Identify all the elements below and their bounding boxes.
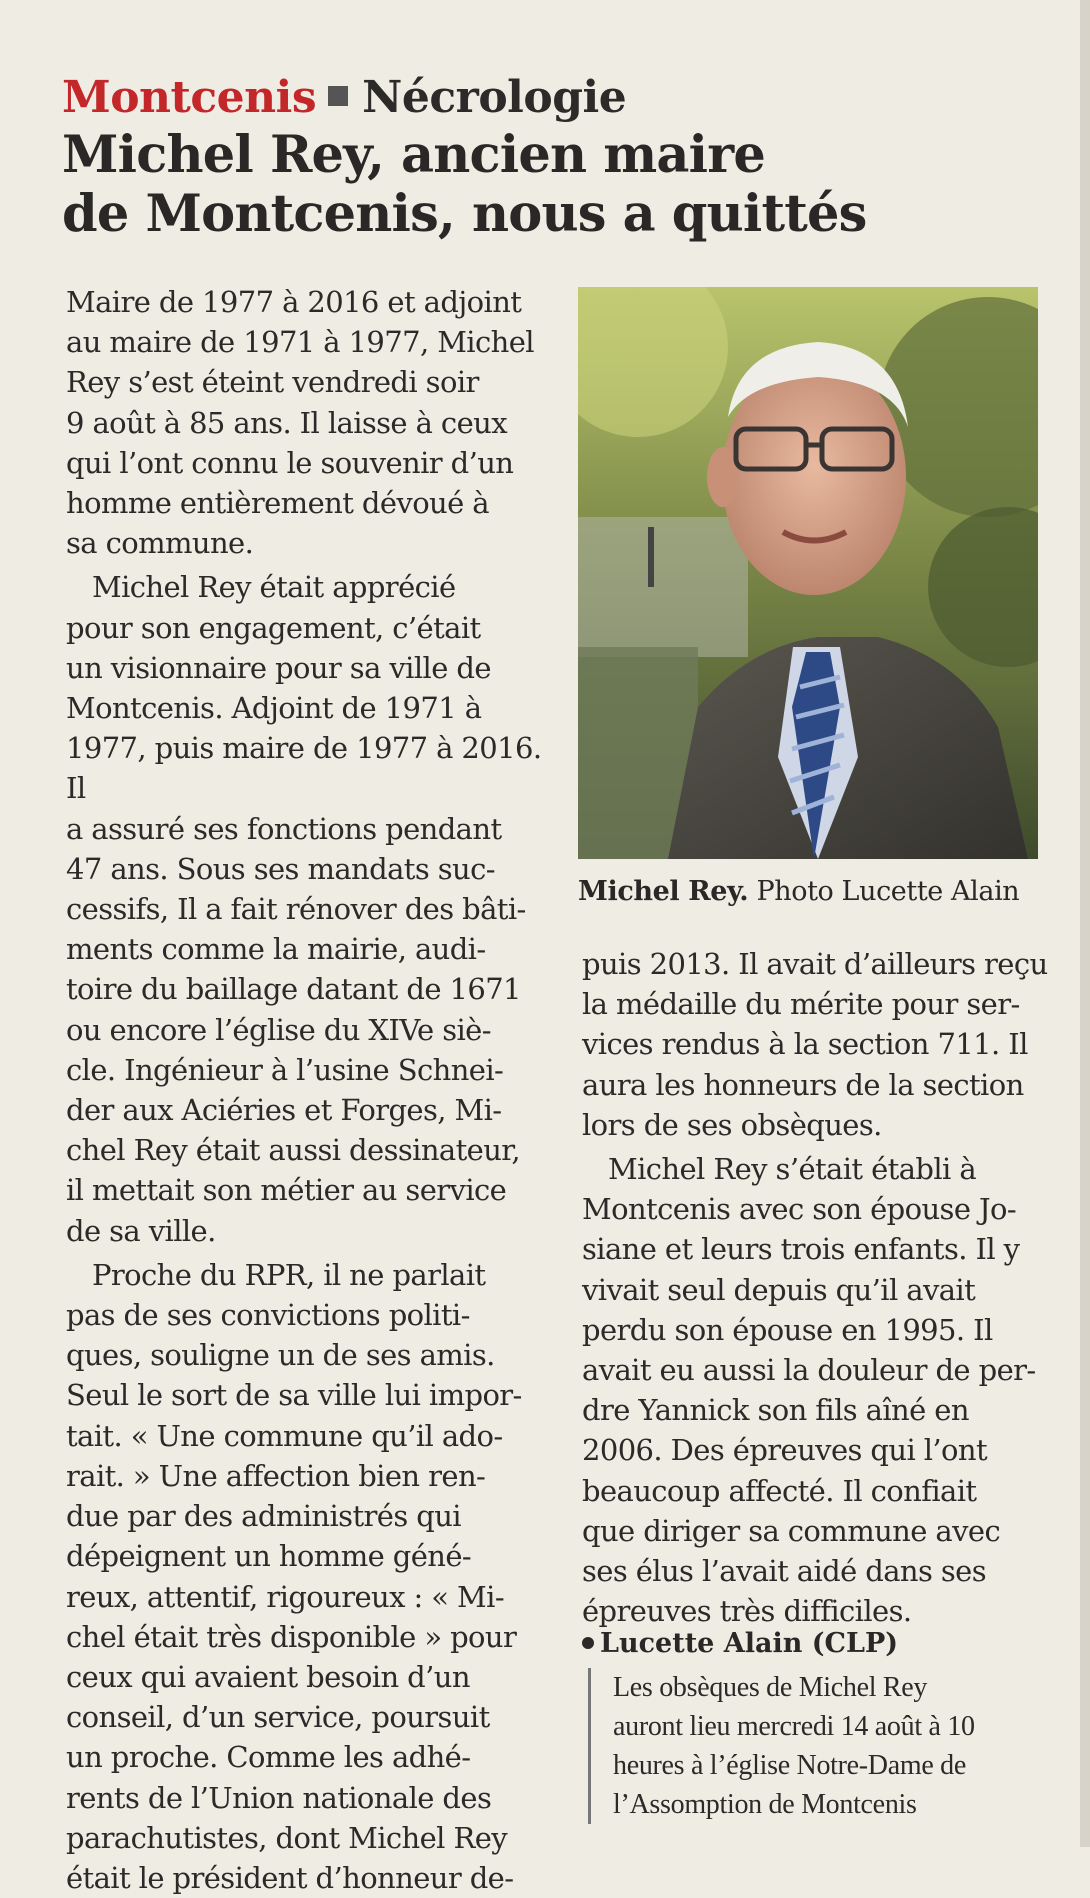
article-paragraph: [66, 1255, 546, 1898]
text-line: homme entièrement dévoué à: [66, 486, 489, 521]
text-line: toire du baillage datant de 1671: [66, 972, 521, 1007]
text-line: parachutistes, dont Michel Rey: [66, 1820, 508, 1855]
text-line: beaucoup affecté. Il confiait: [582, 1473, 977, 1508]
text-line: conseil, d’un service, poursuit: [66, 1700, 490, 1735]
notice-text: [613, 1668, 1083, 1824]
text-line: avait eu aussi la douleur de per-: [582, 1353, 1036, 1388]
article-column-2: [582, 944, 1052, 1631]
text-line: aura les honneurs de la section: [582, 1067, 1024, 1102]
byline-text: Lucette Alain (CLP): [600, 1628, 899, 1659]
text-line: Seul le sort de sa ville lui impor-: [66, 1378, 522, 1413]
text-line: a assuré ses fonctions pendant: [66, 811, 502, 846]
text-line: tait. « Une commune qu’il ado-: [66, 1418, 503, 1453]
text-line: cle. Ingénieur à l’usine Schnei-: [66, 1052, 504, 1087]
kicker-category: Nécrologie: [362, 72, 627, 123]
text-line: rait. » Une affection bien ren-: [66, 1458, 486, 1493]
text-line: Proche du RPR, il ne parlait: [92, 1257, 486, 1292]
text-line: un proche. Comme les adhé-: [66, 1740, 471, 1775]
text-line: Michel Rey était apprécié: [92, 570, 456, 605]
text-line: que diriger sa commune avec: [582, 1513, 1001, 1548]
text-line: cessifs, Il a fait rénover des bâti-: [66, 892, 526, 927]
headline: [62, 125, 867, 244]
text-line: reux, attentif, rigoureux : « Mi-: [66, 1579, 505, 1614]
text-line: un visionnaire pour sa ville de: [66, 650, 491, 685]
text-line: ceux qui avaient besoin d’un: [66, 1659, 470, 1694]
notice-line: l’Assomption de Montcenis: [613, 1789, 917, 1820]
article-paragraph: [66, 567, 546, 1250]
notice-line: heures à l’église Notre-Dame de: [613, 1750, 966, 1781]
article-column-1: [66, 282, 546, 1898]
text-line: pour son engagement, c’était: [66, 610, 481, 645]
page-edge: [1080, 0, 1090, 1847]
text-line: perdu son épouse en 1995. Il: [582, 1312, 993, 1347]
text-line: sa commune.: [66, 526, 254, 561]
kicker-square-icon: [328, 86, 348, 106]
portrait-photo: [578, 287, 1038, 859]
text-line: rents de l’Union nationale des: [66, 1780, 492, 1815]
text-line: ses élus l’avait aidé dans ses: [582, 1554, 987, 1589]
text-line: pas de ses convictions politi-: [66, 1298, 470, 1333]
text-line: 1977, puis maire de 1977 à 2016. Il: [66, 731, 542, 806]
text-line: épreuves très difficiles.: [582, 1594, 912, 1629]
text-line: de sa ville.: [66, 1213, 216, 1248]
text-line: Michel Rey s’était établi à: [608, 1152, 977, 1187]
article-paragraph: [66, 282, 546, 563]
byline: [582, 1626, 898, 1662]
text-line: ou encore l’église du XIVe siè-: [66, 1012, 491, 1047]
headline-line: Michel Rey, ancien maire: [62, 125, 765, 185]
text-line: dre Yannick son fils aîné en: [582, 1393, 969, 1428]
text-line: 9 août à 85 ans. Il laisse à ceux: [66, 405, 507, 440]
text-line: ments comme la mairie, audi-: [66, 932, 486, 967]
text-line: due par des administrés qui: [66, 1499, 461, 1534]
text-line: vivait seul depuis qu’il avait: [582, 1272, 976, 1307]
kicker-place: Montcenis: [62, 72, 317, 123]
bullet-icon: [582, 1637, 594, 1649]
text-line: chel était très disponible » pour: [66, 1619, 517, 1654]
text-line: Maire de 1977 à 2016 et adjoint: [66, 285, 522, 319]
text-line: il mettait son métier au service: [66, 1173, 507, 1208]
notice-line: auront lieu mercredi 14 août à 10: [613, 1711, 975, 1742]
text-line: ques, souligne un de ses amis.: [66, 1338, 495, 1373]
article-paragraph: [582, 1149, 1052, 1631]
caption-name: Michel Rey.: [578, 876, 749, 907]
notice-line: Les obsèques de Michel Rey: [613, 1672, 928, 1703]
headline-line: de Montcenis, nous a quittés: [62, 184, 867, 244]
text-line: lors de ses obsèques.: [582, 1107, 882, 1142]
text-line: siane et leurs trois enfants. Il y: [582, 1232, 1020, 1267]
text-line: au maire de 1971 à 1977, Michel: [66, 325, 534, 360]
text-line: chel Rey était aussi dessinateur,: [66, 1133, 520, 1168]
text-line: Rey s’est éteint vendredi soir: [66, 365, 479, 400]
text-line: qui l’ont connu le souvenir d’un: [66, 445, 514, 480]
text-line: puis 2013. Il avait d’ailleurs reçu: [582, 947, 1048, 981]
photo-caption: [578, 874, 1058, 910]
text-line: Montcenis avec son épouse Jo-: [582, 1192, 1017, 1227]
funeral-notice: [588, 1668, 1083, 1824]
text-line: dépeignent un homme géné-: [66, 1539, 472, 1574]
caption-credit: Photo Lucette Alain: [756, 876, 1020, 907]
text-line: était le président d’honneur de-: [66, 1860, 514, 1895]
text-line: 47 ans. Sous ses mandats suc-: [66, 851, 495, 886]
text-line: der aux Aciéries et Forges, Mi-: [66, 1093, 502, 1128]
article-paragraph: [582, 944, 1052, 1145]
text-line: 2006. Des épreuves qui l’ont: [582, 1433, 988, 1468]
text-line: la médaille du mérite pour ser-: [582, 987, 1020, 1022]
text-line: Montcenis. Adjoint de 1971 à: [66, 691, 482, 726]
text-line: vices rendus à la section 711. Il: [582, 1027, 1028, 1062]
kicker: [62, 70, 626, 126]
